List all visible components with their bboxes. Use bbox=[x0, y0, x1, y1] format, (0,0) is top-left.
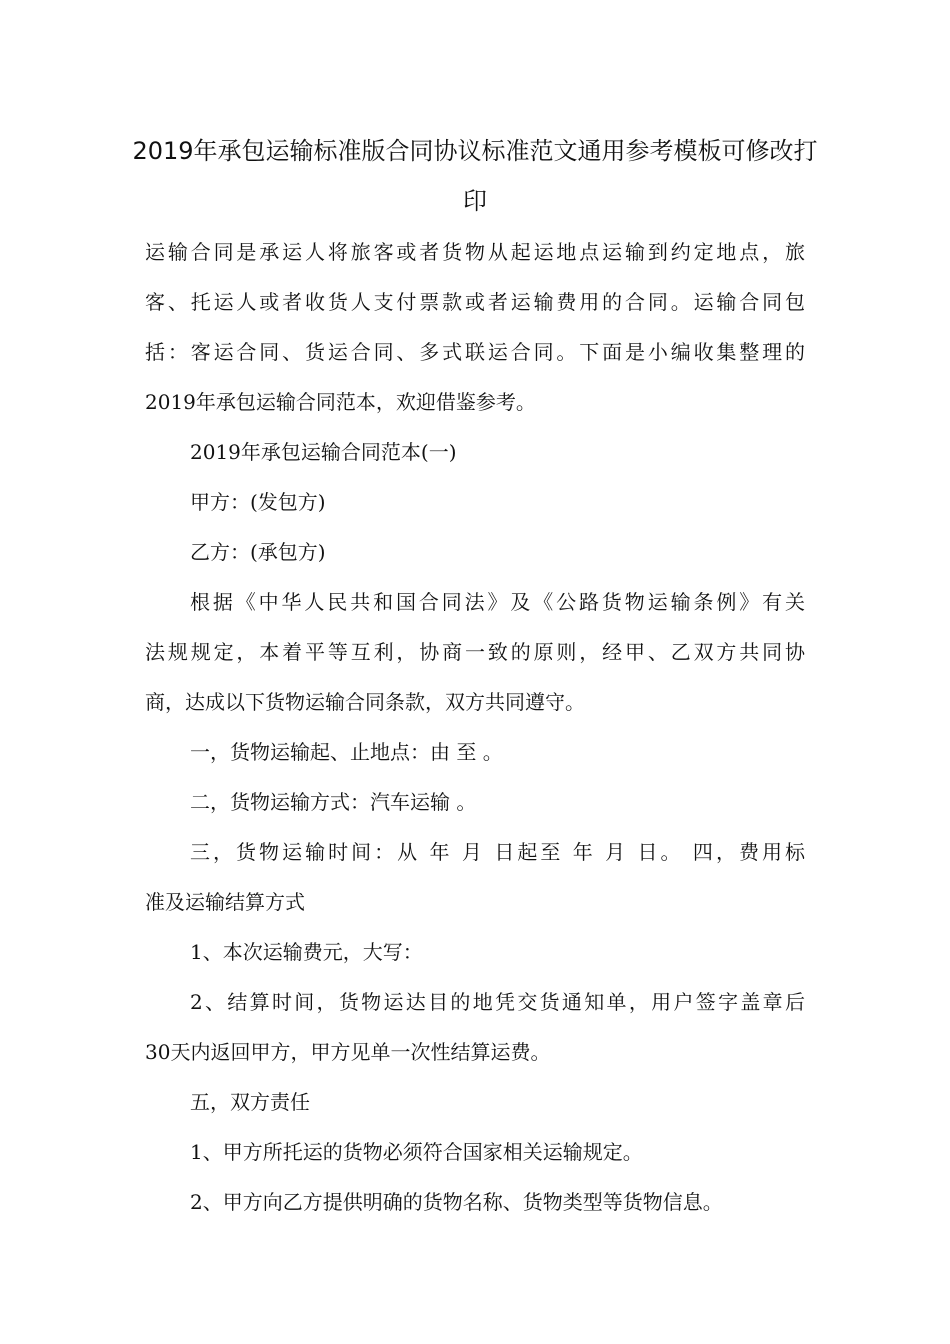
paragraph-line: 法规规定，本着平等互利，协商一致的原则，经甲、乙双方共同协 bbox=[145, 640, 805, 664]
clause-line: 2、结算时间，货物运达目的地凭交货通知单，用户签字盖章后 bbox=[190, 990, 805, 1014]
party-a-line: 甲方：(发包方) bbox=[190, 490, 326, 514]
paragraph-line: 客、托运人或者收货人支付票款或者运输费用的合同。运输合同包 bbox=[145, 290, 805, 314]
paragraph-line: 商，达成以下货物运输合同条款，双方共同遵守。 bbox=[145, 690, 585, 714]
paragraph-line: 运输合同是承运人将旅客或者货物从起运地点运输到约定地点，旅 bbox=[145, 240, 805, 264]
party-b-line: 乙方：(承包方) bbox=[190, 540, 326, 564]
clause-line: 30天内返回甲方，甲方见单一次性结算运费。 bbox=[145, 1040, 551, 1064]
paragraph-line: 2019年承包运输合同范本，欢迎借鉴参考。 bbox=[145, 390, 536, 414]
paragraph-line: 根据《中华人民共和国合同法》及《公路货物运输条例》有关 bbox=[190, 590, 805, 614]
paragraph-line: 括：客运合同、货运合同、多式联运合同。下面是小编收集整理的 bbox=[145, 340, 805, 364]
clause-line: 二，货物运输方式：汽车运输 。 bbox=[190, 790, 477, 814]
section-heading: 五，双方责任 bbox=[190, 1090, 310, 1114]
document-title-line-2: 印 bbox=[463, 187, 487, 215]
clause-line: 1、甲方所托运的货物必须符合国家相关运输规定。 bbox=[190, 1140, 643, 1164]
clause-line: 准及运输结算方式 bbox=[145, 890, 305, 914]
clause-line: 1、本次运输费元，大写： bbox=[190, 940, 423, 964]
clause-line: 2、甲方向乙方提供明确的货物名称、货物类型等货物信息。 bbox=[190, 1190, 723, 1214]
clause-line: 一，货物运输起、止地点：由 至 。 bbox=[190, 740, 503, 764]
document-title-line-1: 2019年承包运输标准版合同协议标准范文通用参考模板可修改打 bbox=[132, 137, 818, 165]
clause-line: 三，货物运输时间：从 年 月 日起至 年 月 日。 四，费用标 bbox=[190, 840, 805, 864]
section-heading: 2019年承包运输合同范本(一) bbox=[190, 440, 457, 464]
